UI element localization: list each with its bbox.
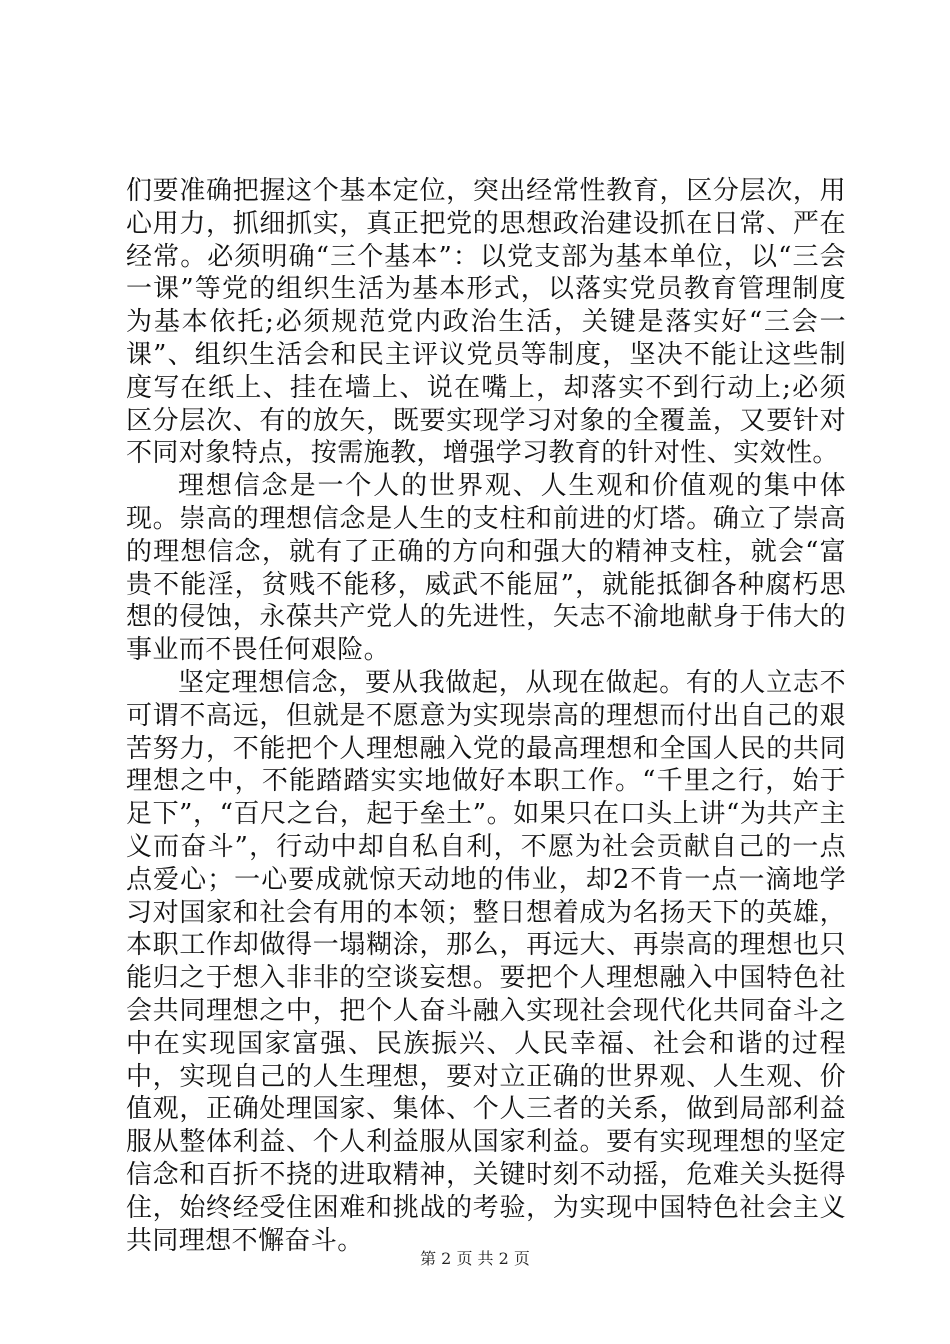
paragraph-firm-beliefs: 坚定理想信念，要从我做起，从现在做起。有的人立志不可谓不高远，但就是不愿意为实现崇高的理想而付出自己的艰苦努力，不能把个人理想融入党的最高理想和全国人民的共同理想之中，不能踏踏实实地做好本职工作。“千里之行，始于足下”，“百尺之台，起于垒土”。如果只在口头上讲“为共产主义而奋斗”，行动中却自私自利，不愿为社会贡献自己的一点点爱心；一心要成就惊天动地的伟业，却2不肯一点一滴地学习对国家和社会有用的本领；整日想着成为名扬天下的英雄，本职工作却做得一塌糊涂，那么，再远大、再崇高的理想也只能归之于想入非非的空谈妄想。要把个人理想融入中国特色社会共同理想之中，把个人奋斗融入实现社会现代化共同奋斗之中在实现国家富强、民族振兴、人民幸福、社会和谐的过程中，实现自己的人生理想，要对立正确的世界观、人生观、价值观，正确处理国家、集体、个人三者的关系，做到局部利益服从整体利益、个人利益服从国家利益。要有实现理想的坚定信念和百折不挠的进取精神，关键时刻不动摇，危难关头挺得住，始终经受住困难和挑战的考验，为实现中国特色社会主义共同理想不懈奋斗。: [126, 667, 846, 1256]
paragraph-continued: 们要准确把握这个基本定位，突出经常性教育，区分层次，用心用力，抓细抓实，真正把党的思想政治建设抓在日常、严在经常。必须明确“三个基本”：以党支部为基本单位，以“三会一课”等党的组织生活为基本形式，以落实党员教育管理制度为基本依托;必须规范党内政治生活，关键是落实好“三会一课”、组织生活会和民主评议党员等制度，坚决不能让这些制度写在纸上、挂在墙上、说在嘴上，却落实不到行动上;必须区分层次、有的放矢，既要实现学习对象的全覆盖，又要针对不同对象特点，按需施教，增强学习教育的针对性、实效性。: [126, 176, 846, 469]
page-number-footer: 第 2 页 共 2 页: [420, 1249, 530, 1268]
document-body: [126, 175, 846, 1257]
paragraph-ideals: 理想信念是一个人的世界观、人生观和价值观的集中体现。崇高的理想信念是人生的支柱和前进的灯塔。确立了崇高的理想信念，就有了正确的方向和强大的精神支柱，就会“富贵不能淫，贫贱不能移，威武不能屈”，就能抵御各种腐朽思想的侵蚀，永葆共产党人的先进性，矢志不渝地献身于伟大的事业而不畏任何艰险。: [126, 471, 846, 666]
